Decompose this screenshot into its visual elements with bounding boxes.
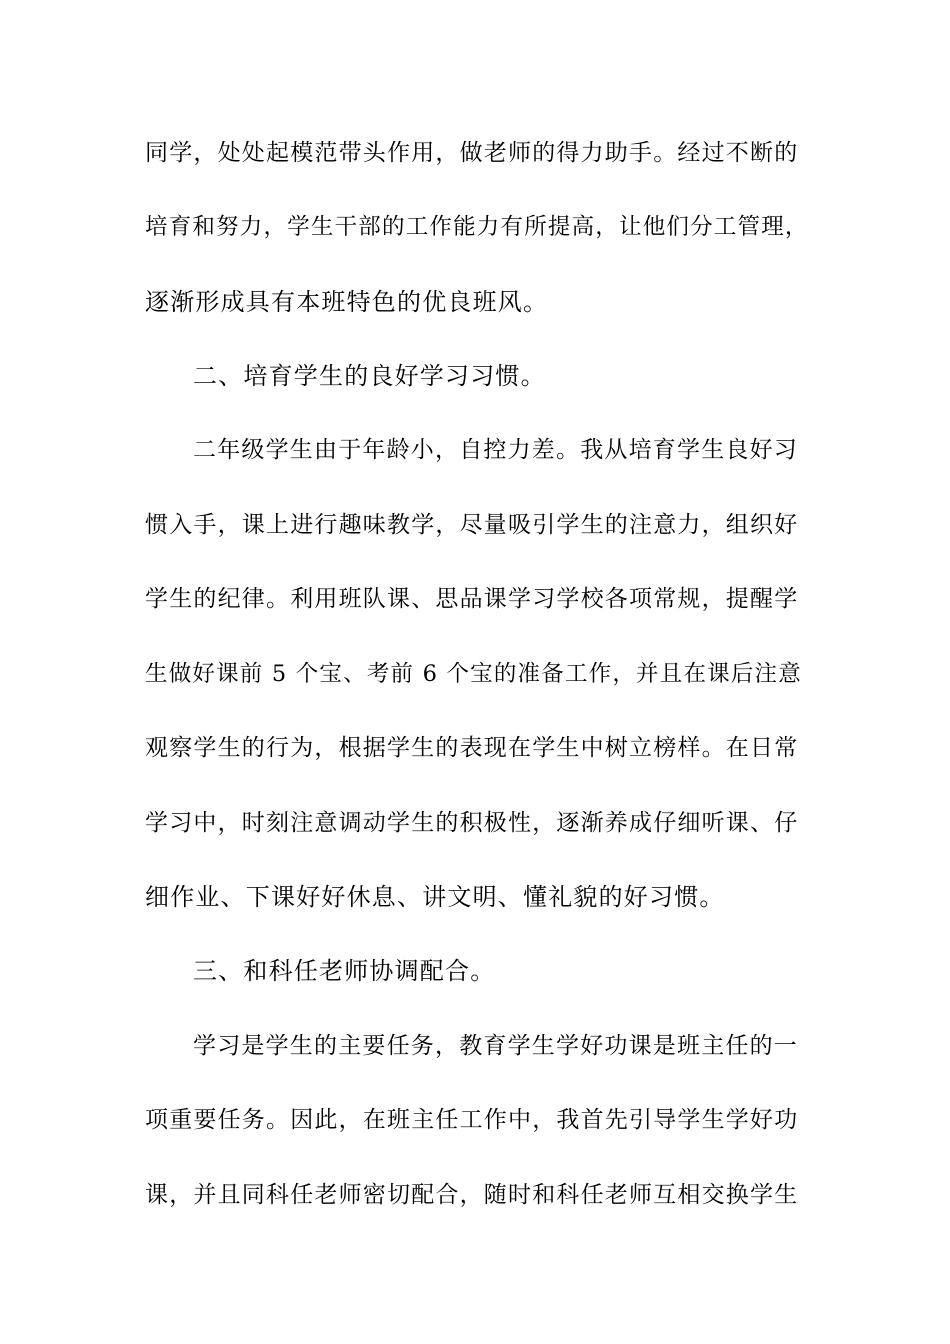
text-line: 逐渐形成具有本班特色的优良班风。 [145,288,549,316]
section-heading: 二、培育学生的良好学习习惯。 [193,362,546,390]
text-line: 学习是学生的主要任务，教育学生学好功课是班主任的一 [193,1033,798,1059]
text-line: 生做好课前 5 个宝、考前 6 个宝的准备工作，并且在课后注意 [145,661,802,687]
text-line: 学生的纪律。利用班队课、思品课学习学校各项常规，提醒学 [145,586,799,612]
text-line: 惯入手，课上进行趣味教学，尽量吸引学生的注意力，组织好 [145,512,799,538]
text-line: 课，并且同科任老师密切配合，随时和科任老师互相交换学生 [145,1182,799,1208]
text-line: 观察学生的行为，根据学生的表现在学生中树立榜样。在日常 [145,735,799,761]
text-line: 二年级学生由于年龄小，自控力差。我从培育学生良好习 [193,437,798,463]
text-line: 培育和努力，学生干部的工作能力有所提高，让他们分工管理， [145,214,809,240]
text-line: 学习中，时刻注意调动学生的积极性，逐渐养成仔细听课、仔 [145,810,799,836]
section-heading: 三、和科任老师协调配合。 [193,957,496,985]
text-line: 同学，处处起模范带头作用，做老师的得力助手。经过不断的 [145,140,799,166]
text-line: 项重要任务。因此，在班主任工作中，我首先引导学生学好功 [145,1107,799,1133]
text-line: 细作业、下课好好休息、讲文明、懂礼貌的好习惯。 [145,883,725,911]
